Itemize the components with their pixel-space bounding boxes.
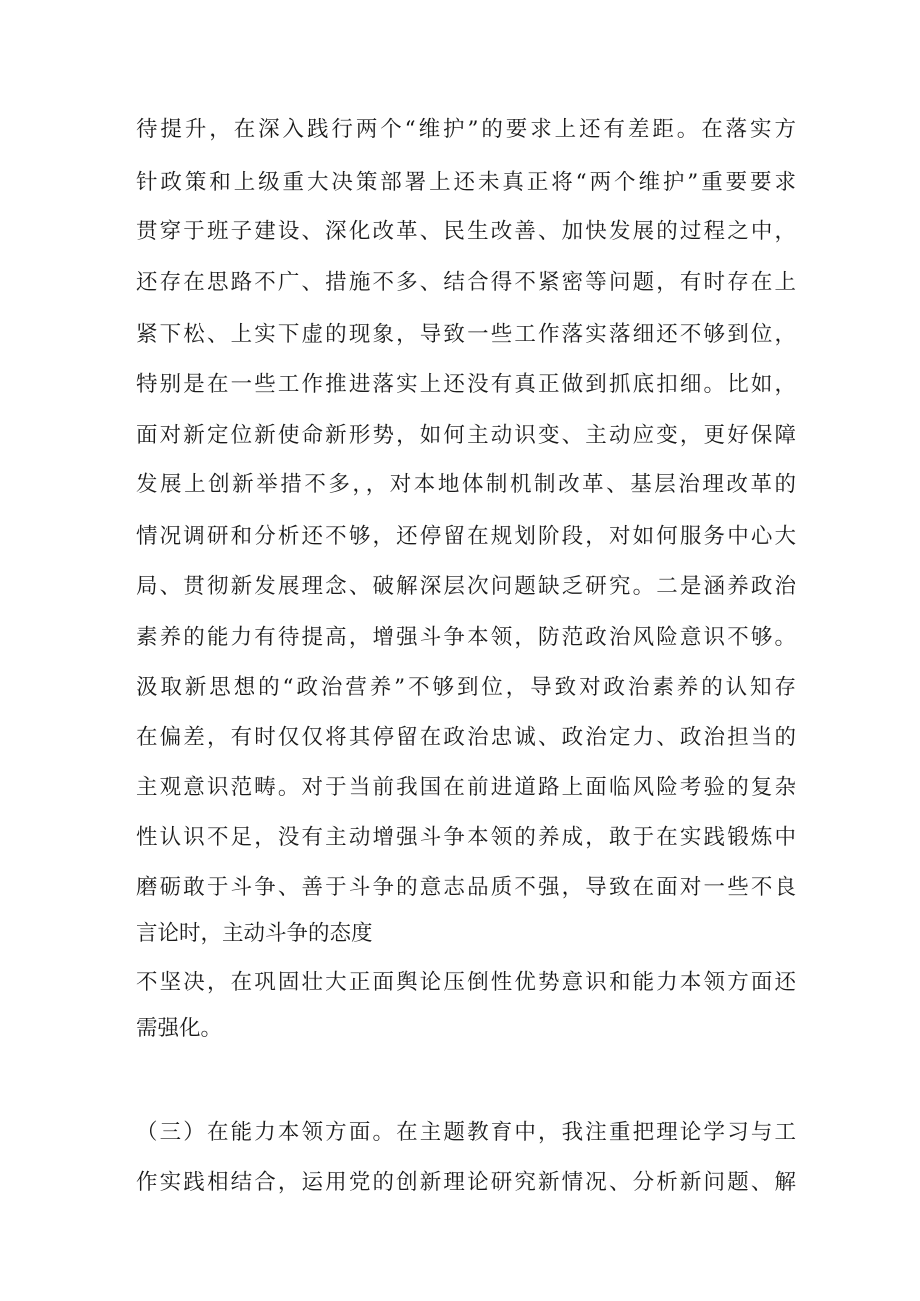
text-line: 作实践相结合，运用党的创新理论研究新情况、分析新问题、解: [136, 1170, 796, 1195]
text-line: 素养的能力有待提高，增强斗争本领，防范政治风险意识不够。: [136, 625, 796, 650]
text-line: 汲取新思想的“政治营养”不够到位，导致对政治素养的认知存: [136, 675, 796, 700]
text-line: 局、贯彻新发展理念、破解深层次问题缺乏研究。二是涵养政治: [136, 574, 796, 599]
text-line: 还存在思路不广、措施不多、结合得不紧密等问题，有时存在上: [136, 270, 796, 295]
section-heading-line: （三）在能力本领方面。在主题教育中，我注重把理论学习与工: [136, 1120, 796, 1145]
text-line: 磨砺敢于斗争、善于斗争的意志品质不强，导致在面对一些不良: [136, 875, 796, 900]
text-line: 面对新定位新使命新形势，如何主动识变、主动应变，更好保障: [136, 423, 796, 448]
text-line: 主观意识范畴。对于当前我国在前进道路上面临风险考验的复杂: [136, 775, 796, 800]
text-line: 情况调研和分析还不够，还停留在规划阶段，对如何服务中心大: [136, 524, 796, 549]
text-line: 发展上创新举措不多，，对本地体制机制改革、基层治理改革的: [136, 472, 796, 497]
text-line: 针政策和上级重大决策部署上还未真正将“两个维护”重要要求: [136, 170, 796, 195]
text-line: 特别是在一些工作推进落实上还没有真正做到抓底扣细。比如，: [136, 372, 796, 397]
text-line: 紧下松、上实下虚的现象，导致一些工作落实落细还不够到位，: [136, 322, 796, 347]
text-line: 不坚决，在巩固壮大正面舆论压倒性优势意识和能力本领方面还: [136, 970, 796, 995]
text-line: 在偏差，有时仅仅将其停留在政治忠诚、政治定力、政治担当的: [136, 725, 796, 750]
text-line: 贯穿于班子建设、深化改革、民生改善、加快发展的过程之中，: [136, 219, 796, 244]
text-line: 性认识不足，没有主动增强斗争本领的养成，敢于在实践锻炼中: [136, 825, 796, 850]
text-line: 言论时，主动斗争的态度: [136, 921, 373, 946]
text-line: 需强化。: [136, 1016, 223, 1041]
text-line: 待提升，在深入践行两个“维护”的要求上还有差距。在落实方: [136, 117, 796, 142]
